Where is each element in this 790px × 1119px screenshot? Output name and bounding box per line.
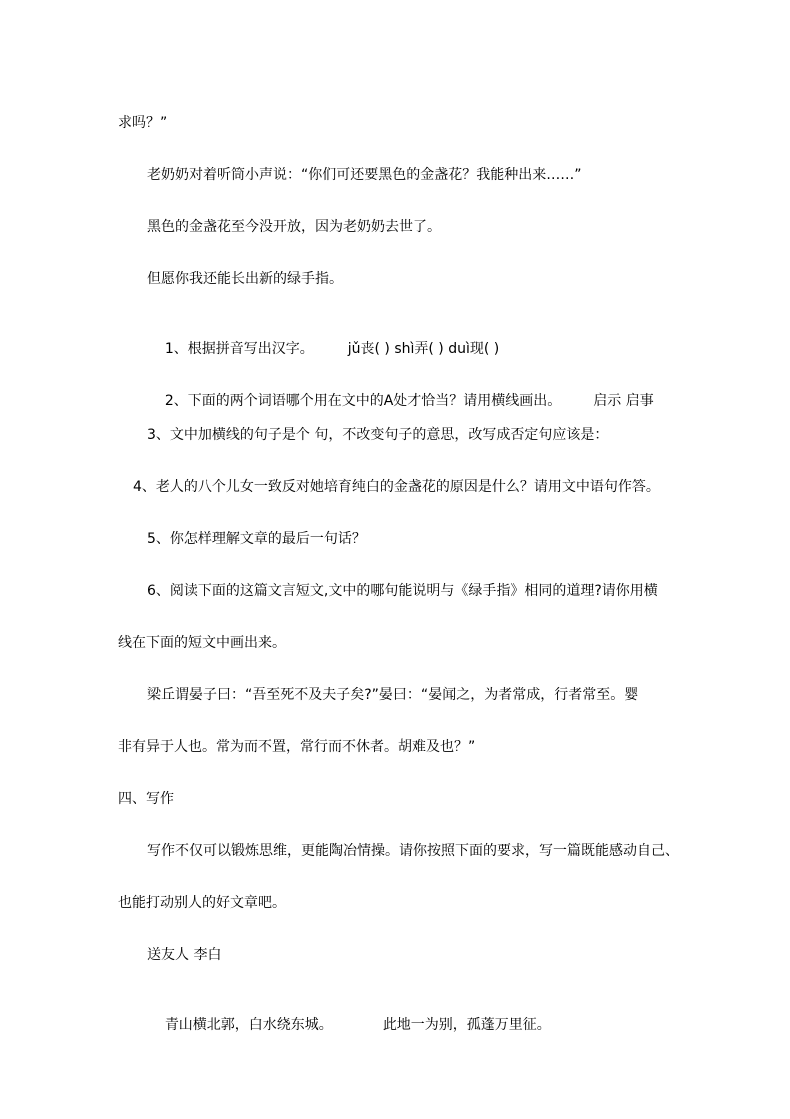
question-1 — [147, 322, 499, 376]
poem-title: 送友人 李白 — [147, 947, 222, 963]
question-6-continued: 线在下面的短文中画出来。 — [118, 635, 286, 651]
classical-text: 梁丘谓晏子曰：“吾至死不及夫子矣?”晏曰：“晏闻之，为者常成，行者常至。婴 — [147, 687, 639, 703]
question-1-text: 1、根据拼音写出汉字。 — [164, 341, 314, 357]
text-line: 但愿你我还能长出新的绿手指。 — [147, 271, 343, 287]
question-6: 6、阅读下面的这篇文言短文,文中的哪句能说明与《绿手指》相同的道理?请你用横 — [147, 583, 658, 599]
writing-prompt: 写作不仅可以锻炼思维，更能陶冶情操。请你按照下面的要求，写一篇既能感动自己、 — [147, 843, 679, 859]
question-3: 3、文中加横线的句子是个 句，不改变句子的意思，改写成否定句应该是： — [147, 427, 609, 443]
section-heading: 四、写作 — [118, 791, 174, 807]
pinyin-prompts: jǔ丧( ) shì弄( ) duì现( ) — [347, 341, 500, 357]
poem-line-2: 此地一为别，孤蓬万里征。 — [382, 1017, 551, 1033]
word-choices: 启示 启事 — [593, 393, 654, 409]
question-5: 5、你怎样理解文章的最后一句话？ — [147, 531, 366, 547]
question-2 — [147, 374, 654, 428]
classical-text-continued: 非有异于人也。常为而不置，常行而不休者。胡难及也？” — [118, 739, 476, 755]
text-line: 求吗？” — [118, 115, 168, 131]
text-line: 老奶奶对着听筒小声说：“你们可还要黑色的金盏花？我能种出来……” — [147, 167, 582, 183]
question-2-text: 2、下面的两个词语哪个用在文中的A处才恰当？请用横线画出。 — [164, 393, 562, 409]
question-4: 4、老人的八个儿女一致反对她培育纯白的金盏花的原因是什么？请用文中语句作答。 — [133, 479, 660, 495]
poem-verse — [147, 998, 551, 1052]
text-line: 黑色的金盏花至今没开放，因为老奶奶去世了。 — [147, 219, 441, 235]
poem-line-1: 青山横北郭，白水绕东城。 — [164, 1017, 333, 1033]
writing-prompt-continued: 也能打动别人的好文章吧。 — [118, 895, 286, 911]
